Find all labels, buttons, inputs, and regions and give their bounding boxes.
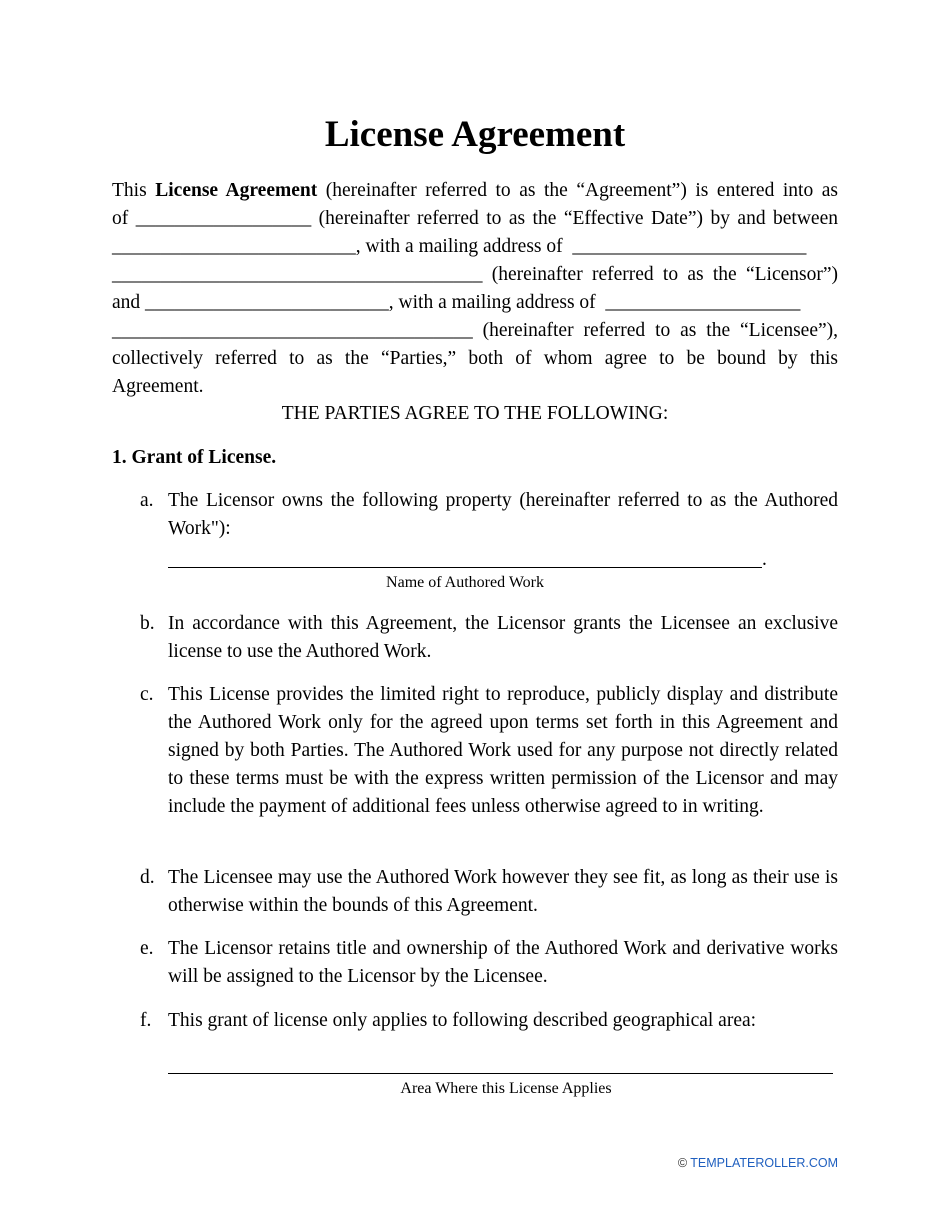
intro-line-7: collectively referred to as the “Parties,” both of whom agree to be bound by this <box>112 348 838 369</box>
intro-line-4: ______________________________________ (hereinafter referred to as the “Licensor”) <box>112 264 838 285</box>
item-text: In accordance with this Agreement, the Licensor grants the Licensee an exclusive license to use the Authored Work. <box>168 613 838 662</box>
geographic-area-fill-line[interactable] <box>168 1073 833 1074</box>
item-letter: d. <box>140 867 155 888</box>
intro-line-6: _____________________________________ (hereinafter referred to as the “Licensee”), <box>112 320 838 341</box>
footer-brand-link[interactable]: TEMPLATEROLLER.COM <box>690 1156 838 1170</box>
intro-paragraph <box>112 177 838 401</box>
item-text: The Licensor retains title and ownership of the Authored Work and derivative works will be assigned to the Licensor by the Licensee. <box>168 938 838 987</box>
footer-brand[interactable] <box>678 1155 838 1171</box>
intro-line-1 <box>112 177 838 205</box>
item-letter: e. <box>140 938 154 959</box>
intro-prefix: This <box>112 180 156 201</box>
item-text: The Licensee may use the Authored Work however they see fit, as long as their use is otherwise within the bounds of this Agreement. <box>168 867 838 916</box>
intro-line-3: _________________________, with a mailing address of ________________________ <box>112 236 807 257</box>
intro-line-2: of __________________ (hereinafter referred to as the “Effective Date”) by and between <box>112 208 838 229</box>
document-title: License Agreement <box>324 114 626 155</box>
item-letter: f. <box>140 1010 152 1031</box>
intro-bold-term: License Agreement <box>155 180 318 201</box>
item-letter: b. <box>140 613 155 634</box>
item-letter: c. <box>140 684 154 705</box>
authored-work-caption: Name of Authored Work <box>386 574 544 591</box>
item-text: This grant of license only applies to following described geographical area: <box>168 1010 757 1031</box>
geographic-area-caption: Area Where this License Applies <box>400 1080 612 1097</box>
fill-line-period: . <box>762 549 767 570</box>
intro-line-8: Agreement. <box>112 376 204 397</box>
intro-line-5: and _________________________, with a mailing address of ____________________ <box>112 292 801 313</box>
item-letter: a. <box>140 490 154 511</box>
copyright-symbol: © <box>677 1156 688 1170</box>
section-1-heading: 1. Grant of License. <box>112 447 277 468</box>
intro-line-1-rest: (hereinafter referred to as the “Agreement”) is entered into as <box>317 180 838 201</box>
item-text: The Licensor owns the following property (hereinafter referred to as the Authored Work"): <box>168 490 838 539</box>
agree-heading: THE PARTIES AGREE TO THE FOLLOWING: <box>281 403 669 424</box>
authored-work-fill-line[interactable] <box>168 567 762 568</box>
item-text: This License provides the limited right to reproduce, publicly display and distribute the Authored Work only for the agreed upon terms set forth in this Agreement and signed by both Parties. The Authored Work used for any purpose not directly related to these terms must be with the express written permission of the Licensor and may include the payment of additional fees unless otherwise agreed to in writing. <box>168 684 838 817</box>
